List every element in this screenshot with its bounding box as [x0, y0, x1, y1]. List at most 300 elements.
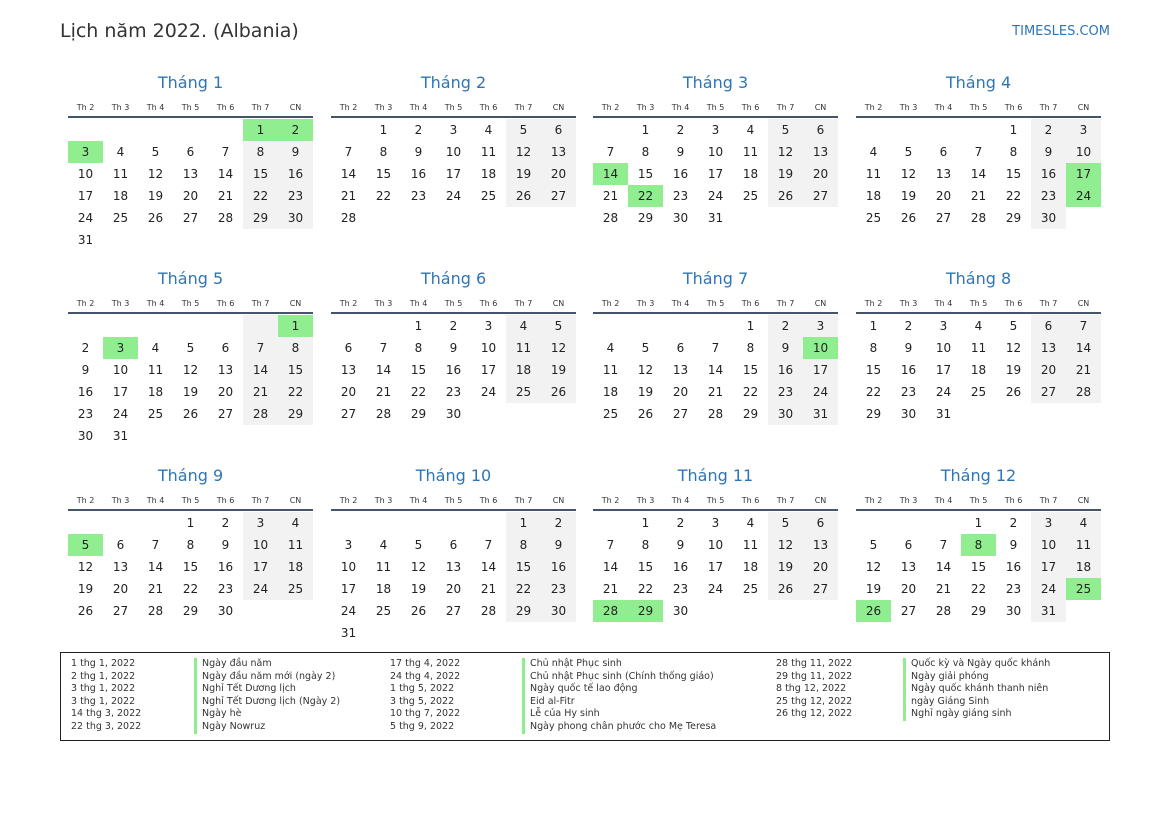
- week-row: [856, 163, 1101, 185]
- day-cell: 22: [375, 189, 392, 203]
- holiday-day-cell: 17: [1066, 163, 1101, 185]
- day-cell: 20: [900, 582, 917, 596]
- day-cell: 17: [112, 385, 129, 399]
- week-row: [856, 600, 1101, 622]
- weekday-label: Th 3: [636, 495, 655, 505]
- month-3: [593, 72, 838, 229]
- day-cell: 25: [112, 211, 129, 225]
- week-row: [68, 141, 313, 163]
- empty-day-cell: [891, 119, 926, 141]
- legend-date: 14 thg 3, 2022: [71, 708, 142, 720]
- legend-date-column: [71, 658, 141, 734]
- day-cell: 21: [935, 582, 952, 596]
- day-cell: 13: [803, 141, 838, 163]
- day-cell: 14: [707, 363, 724, 377]
- day-cell: 8: [1009, 145, 1018, 159]
- day-cell: 28: [1066, 381, 1101, 403]
- legend-date: 2 thg 1, 2022: [71, 670, 136, 682]
- weekday-label: Th 4: [934, 102, 953, 112]
- day-cell: 18: [865, 189, 882, 203]
- week-row: [593, 556, 838, 578]
- month-title: Tháng 3: [682, 73, 749, 92]
- holiday-day-cell: 26: [856, 600, 891, 622]
- legend-date: 10 thg 7, 2022: [390, 708, 461, 720]
- day-cell: 11: [602, 363, 619, 377]
- weekday-label: Th 5: [969, 102, 988, 112]
- day-cell: 2: [904, 319, 913, 333]
- day-cell: 27: [672, 407, 689, 421]
- legend-date: 1 thg 1, 2022: [71, 658, 136, 669]
- day-cell: 18: [147, 385, 164, 399]
- day-cell: 18: [602, 385, 619, 399]
- day-cell: 1: [641, 516, 650, 530]
- empty-day-cell: [173, 119, 208, 141]
- weekday-header: [593, 493, 838, 507]
- day-cell: 11: [147, 363, 164, 377]
- header-rule: [856, 509, 1101, 511]
- day-cell: 26: [1005, 385, 1022, 399]
- day-cell: 30: [1005, 604, 1022, 618]
- day-cell: 1: [414, 319, 423, 333]
- day-cell: 27: [803, 185, 838, 207]
- week-row: [593, 337, 838, 359]
- weekday-header: [856, 296, 1101, 310]
- holiday-day-cell: 5: [68, 534, 103, 556]
- legend-holiday-name: Nghỉ Tết Dương lịch: [194, 683, 340, 696]
- day-cell: 30: [278, 207, 313, 229]
- day-cell: 18: [375, 582, 392, 596]
- day-cell: 16: [672, 167, 689, 181]
- day-cell: 2: [1031, 119, 1066, 141]
- day-cell: 31: [1031, 600, 1066, 622]
- empty-day-cell: [173, 229, 208, 251]
- weekday-label: Th 4: [671, 495, 690, 505]
- day-cell: 30: [672, 211, 689, 225]
- weekday-label: Th 6: [479, 102, 498, 112]
- day-cell: 14: [243, 359, 278, 381]
- day-cell: 27: [1031, 381, 1066, 403]
- day-cell: 12: [410, 560, 427, 574]
- day-cell: 14: [217, 167, 234, 181]
- week-row: [331, 622, 576, 644]
- weekday-label: CN: [289, 495, 302, 505]
- day-cell: 27: [445, 604, 462, 618]
- weekday-label: Th 2: [601, 495, 620, 505]
- empty-day-cell: [243, 600, 278, 622]
- legend-date: 22 thg 3, 2022: [71, 720, 142, 732]
- empty-day-cell: [173, 425, 208, 447]
- week-row: [856, 315, 1101, 337]
- weekday-label: Th 3: [899, 102, 918, 112]
- holiday-day-cell: 10: [803, 337, 838, 359]
- day-cell: 9: [221, 538, 230, 552]
- empty-day-cell: [331, 315, 366, 337]
- holiday-day-cell: 22: [628, 185, 663, 207]
- day-cell: 2: [768, 315, 803, 337]
- day-cell: 8: [243, 141, 278, 163]
- day-cell: 19: [768, 556, 803, 578]
- empty-day-cell: [436, 512, 471, 534]
- weekday-label: Th 2: [864, 495, 883, 505]
- day-cell: 27: [112, 604, 129, 618]
- empty-day-cell: [471, 207, 506, 229]
- day-cell: 11: [970, 341, 987, 355]
- weekday-label: Th 6: [479, 495, 498, 505]
- weekday-label: Th 6: [216, 495, 235, 505]
- day-cell: 10: [340, 560, 357, 574]
- weekday-label: Th 7: [1039, 298, 1058, 308]
- week-row: [331, 119, 576, 141]
- day-cell: 27: [541, 185, 576, 207]
- empty-day-cell: [506, 207, 541, 229]
- holiday-day-cell: 3: [103, 337, 138, 359]
- day-cell: 15: [243, 163, 278, 185]
- legend-holiday-name: Ngày đầu năm mới (ngày 2): [194, 671, 340, 684]
- day-cell: 6: [939, 145, 948, 159]
- weekday-label: Th 4: [934, 495, 953, 505]
- month-title: Tháng 7: [682, 269, 749, 288]
- header-rule: [68, 509, 313, 511]
- legend-holiday-name: Chủ nhật Phục sinh: [522, 658, 716, 671]
- weekday-label: Th 3: [111, 102, 130, 112]
- empty-day-cell: [506, 622, 541, 644]
- weekday-header: [331, 296, 576, 310]
- day-cell: 9: [904, 341, 913, 355]
- week-row: [593, 381, 838, 403]
- day-cell: 13: [935, 167, 952, 181]
- weekday-label: Th 6: [216, 298, 235, 308]
- day-cell: 30: [900, 407, 917, 421]
- weekday-label: Th 2: [76, 298, 95, 308]
- day-cell: 4: [379, 538, 388, 552]
- legend-date-column: [390, 658, 460, 734]
- day-cell: 10: [243, 534, 278, 556]
- legend-date: 3 thg 1, 2022: [71, 695, 136, 707]
- month-6: [331, 268, 576, 425]
- day-cell: 5: [1009, 319, 1018, 333]
- week-row: [331, 403, 576, 425]
- day-cell: 6: [449, 538, 458, 552]
- empty-day-cell: [208, 315, 243, 337]
- week-row: [331, 381, 576, 403]
- empty-day-cell: [103, 119, 138, 141]
- empty-day-cell: [138, 119, 173, 141]
- legend-holiday-name: Ngày quốc tế lao động: [522, 683, 716, 696]
- day-cell: 28: [480, 604, 497, 618]
- empty-day-cell: [243, 315, 278, 337]
- empty-day-cell: [278, 600, 313, 622]
- day-cell: 5: [641, 341, 650, 355]
- holiday-day-cell: 1: [278, 315, 313, 337]
- day-cell: 12: [900, 167, 917, 181]
- weekday-label: Th 4: [409, 298, 428, 308]
- day-cell: 17: [340, 582, 357, 596]
- week-row: [331, 185, 576, 207]
- month-title: Tháng 9: [157, 466, 224, 485]
- day-cell: 8: [379, 145, 388, 159]
- day-cell: 16: [217, 560, 234, 574]
- day-cell: 26: [182, 407, 199, 421]
- day-cell: 24: [1031, 578, 1066, 600]
- day-cell: 21: [147, 582, 164, 596]
- weekday-label: Th 4: [409, 495, 428, 505]
- holiday-day-cell: 24: [1066, 185, 1101, 207]
- weekday-label: CN: [814, 298, 827, 308]
- day-cell: 5: [869, 538, 878, 552]
- day-cell: 7: [711, 341, 720, 355]
- day-cell: 26: [541, 381, 576, 403]
- weekday-label: Th 6: [741, 102, 760, 112]
- day-cell: 12: [865, 560, 882, 574]
- legend-holiday-name: Nghỉ ngày giáng sinh: [903, 708, 1050, 721]
- day-cell: 9: [541, 534, 576, 556]
- day-cell: 13: [672, 363, 689, 377]
- legend-date: 25 thg 12, 2022: [776, 695, 853, 707]
- day-cell: 14: [1066, 337, 1101, 359]
- weekday-label: Th 3: [636, 298, 655, 308]
- legend-date: 28 thg 11, 2022: [776, 658, 853, 669]
- day-cell: 9: [1009, 538, 1018, 552]
- empty-day-cell: [436, 622, 471, 644]
- day-cell: 24: [340, 604, 357, 618]
- holiday-day-cell: 2: [278, 119, 313, 141]
- day-cell: 30: [1031, 207, 1066, 229]
- day-cell: 18: [742, 167, 759, 181]
- empty-day-cell: [68, 512, 103, 534]
- day-cell: 15: [1005, 167, 1022, 181]
- day-cell: 29: [637, 211, 654, 225]
- legend-date: 3 thg 5, 2022: [390, 695, 455, 707]
- day-cell: 23: [672, 582, 689, 596]
- day-cell: 5: [151, 145, 160, 159]
- empty-day-cell: [541, 403, 576, 425]
- day-cell: 25: [742, 582, 759, 596]
- day-cell: 17: [243, 556, 278, 578]
- day-cell: 25: [375, 604, 392, 618]
- day-cell: 3: [344, 538, 353, 552]
- weekday-label: Th 4: [934, 298, 953, 308]
- day-cell: 16: [410, 167, 427, 181]
- day-cell: 16: [672, 560, 689, 574]
- day-cell: 6: [676, 341, 685, 355]
- day-cell: 9: [676, 538, 685, 552]
- empty-day-cell: [68, 315, 103, 337]
- day-cell: 11: [375, 560, 392, 574]
- weekday-label: Th 7: [251, 102, 270, 112]
- empty-day-cell: [856, 119, 891, 141]
- day-cell: 12: [541, 337, 576, 359]
- day-cell: 4: [746, 123, 755, 137]
- day-cell: 29: [970, 604, 987, 618]
- day-cell: 18: [278, 556, 313, 578]
- day-cell: 2: [541, 512, 576, 534]
- empty-day-cell: [471, 512, 506, 534]
- day-cell: 16: [278, 163, 313, 185]
- day-cell: 5: [541, 315, 576, 337]
- day-cell: 8: [869, 341, 878, 355]
- day-cell: 9: [449, 341, 458, 355]
- weekday-label: Th 2: [864, 102, 883, 112]
- day-cell: 10: [77, 167, 94, 181]
- weekday-label: Th 5: [444, 298, 463, 308]
- weekday-label: Th 4: [146, 298, 165, 308]
- day-cell: 8: [414, 341, 423, 355]
- weekday-label: Th 3: [899, 495, 918, 505]
- day-cell: 31: [707, 211, 724, 225]
- day-cell: 29: [1005, 211, 1022, 225]
- day-cell: 21: [243, 381, 278, 403]
- day-cell: 4: [974, 319, 983, 333]
- day-cell: 4: [278, 512, 313, 534]
- weekday-label: Th 7: [514, 495, 533, 505]
- weekday-header: [68, 296, 313, 310]
- week-row: [593, 119, 838, 141]
- header-rule: [331, 312, 576, 314]
- empty-day-cell: [961, 403, 996, 425]
- empty-day-cell: [768, 600, 803, 622]
- day-cell: 7: [243, 337, 278, 359]
- month-title: Tháng 11: [677, 466, 754, 485]
- week-row: [593, 512, 838, 534]
- day-cell: 5: [768, 119, 803, 141]
- legend-name-column: [194, 658, 340, 734]
- empty-day-cell: [331, 119, 366, 141]
- day-cell: 19: [768, 163, 803, 185]
- day-cell: 7: [151, 538, 160, 552]
- day-cell: 13: [217, 363, 234, 377]
- weekday-label: CN: [814, 102, 827, 112]
- weekday-label: Th 2: [76, 102, 95, 112]
- empty-day-cell: [208, 425, 243, 447]
- week-row: [593, 185, 838, 207]
- day-cell: 26: [768, 578, 803, 600]
- day-cell: 4: [116, 145, 125, 159]
- day-cell: 10: [112, 363, 129, 377]
- day-cell: 25: [742, 189, 759, 203]
- day-cell: 20: [1031, 359, 1066, 381]
- week-row: [331, 556, 576, 578]
- holiday-day-cell: 25: [1066, 578, 1101, 600]
- page-title: Lịch năm 2022. (Albania): [60, 20, 299, 42]
- legend-date: 29 thg 11, 2022: [776, 670, 853, 682]
- month-title: Tháng 8: [945, 269, 1012, 288]
- day-cell: 24: [935, 385, 952, 399]
- weekday-label: CN: [1077, 102, 1090, 112]
- day-cell: 9: [676, 145, 685, 159]
- empty-day-cell: [803, 207, 838, 229]
- week-row: [331, 600, 576, 622]
- day-cell: 19: [541, 359, 576, 381]
- day-cell: 25: [278, 578, 313, 600]
- empty-day-cell: [698, 600, 733, 622]
- empty-day-cell: [401, 622, 436, 644]
- day-cell: 23: [1005, 582, 1022, 596]
- day-cell: 3: [711, 516, 720, 530]
- day-cell: 21: [707, 385, 724, 399]
- weekday-label: Th 3: [111, 495, 130, 505]
- week-row: [331, 163, 576, 185]
- day-cell: 19: [1005, 363, 1022, 377]
- legend-date: 8 thg 12, 2022: [776, 683, 847, 695]
- legend-holiday-name: Nghỉ Tết Dương lịch (Ngày 2): [194, 696, 340, 709]
- day-cell: 19: [182, 385, 199, 399]
- day-cell: 15: [182, 560, 199, 574]
- week-row: [68, 337, 313, 359]
- weekday-label: Th 3: [374, 495, 393, 505]
- legend-holiday-name: Ngày phong chân phước cho Mẹ Teresa: [522, 721, 716, 734]
- legend-date: 24 thg 4, 2022: [390, 670, 461, 682]
- month-7: [593, 268, 838, 425]
- header-rule: [331, 116, 576, 118]
- weekday-label: Th 2: [601, 102, 620, 112]
- day-cell: 17: [480, 363, 497, 377]
- weekday-header: [593, 296, 838, 310]
- day-cell: 12: [147, 167, 164, 181]
- day-cell: 23: [1031, 185, 1066, 207]
- empty-day-cell: [996, 403, 1031, 425]
- weekday-label: Th 5: [706, 298, 725, 308]
- week-row: [856, 359, 1101, 381]
- empty-day-cell: [803, 600, 838, 622]
- day-cell: 27: [803, 578, 838, 600]
- day-cell: 3: [484, 319, 493, 333]
- weekday-label: Th 2: [339, 102, 358, 112]
- day-cell: 7: [1066, 315, 1101, 337]
- day-cell: 2: [414, 123, 423, 137]
- week-row: [68, 403, 313, 425]
- day-cell: 10: [445, 145, 462, 159]
- site-link[interactable]: TIMESLES.COM: [1012, 24, 1110, 39]
- day-cell: 22: [410, 385, 427, 399]
- day-cell: 3: [1031, 512, 1066, 534]
- day-cell: 23: [541, 578, 576, 600]
- weekday-label: Th 5: [181, 102, 200, 112]
- day-cell: 16: [900, 363, 917, 377]
- day-cell: 20: [803, 556, 838, 578]
- week-row: [856, 185, 1101, 207]
- month-1: [68, 72, 313, 251]
- day-cell: 21: [340, 189, 357, 203]
- day-cell: 6: [541, 119, 576, 141]
- day-cell: 11: [112, 167, 129, 181]
- week-row: [593, 534, 838, 556]
- empty-day-cell: [208, 229, 243, 251]
- month-8: [856, 268, 1101, 425]
- empty-day-cell: [541, 207, 576, 229]
- weekday-header: [856, 100, 1101, 114]
- empty-day-cell: [366, 622, 401, 644]
- day-cell: 23: [445, 385, 462, 399]
- weekday-header: [331, 493, 576, 507]
- day-cell: 16: [768, 359, 803, 381]
- month-title: Tháng 1: [157, 73, 224, 92]
- day-cell: 13: [182, 167, 199, 181]
- weekday-label: Th 2: [339, 495, 358, 505]
- empty-day-cell: [891, 512, 926, 534]
- day-cell: 20: [935, 189, 952, 203]
- day-cell: 19: [410, 582, 427, 596]
- day-cell: 18: [480, 167, 497, 181]
- day-cell: 14: [602, 560, 619, 574]
- day-cell: 7: [344, 145, 353, 159]
- month-title: Tháng 2: [420, 73, 487, 92]
- day-cell: 4: [606, 341, 615, 355]
- week-row: [68, 207, 313, 229]
- day-cell: 30: [77, 429, 94, 443]
- month-9: [68, 465, 313, 622]
- day-cell: 15: [637, 167, 654, 181]
- day-cell: 28: [340, 211, 357, 225]
